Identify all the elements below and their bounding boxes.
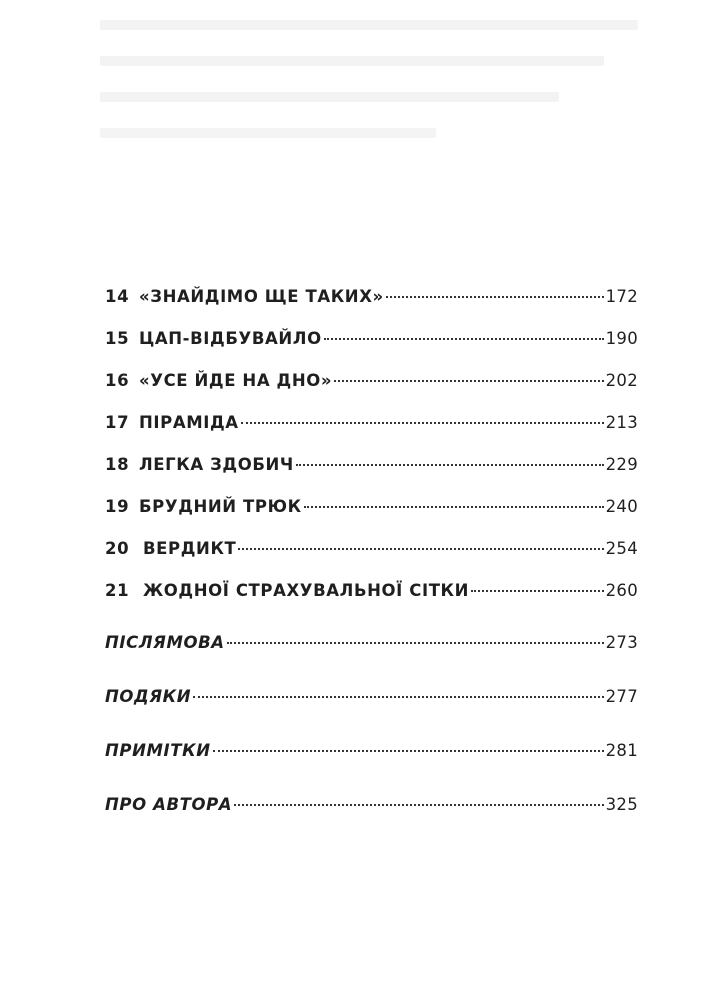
chapter-number: 20 (105, 539, 130, 558)
section-title: ПРИМІТКИ (105, 741, 211, 760)
chapter-number: 21 (105, 581, 130, 600)
chapter-title: БРУДНИЙ ТРЮК (139, 497, 302, 516)
chapter-title: ПІРАМІДА (139, 413, 239, 432)
toc-entry-19[interactable] (105, 494, 638, 520)
toc-entry-about-author[interactable] (105, 792, 638, 818)
dot-leader (334, 380, 603, 382)
dot-leader (234, 804, 603, 806)
chapter-title: ЦАП-ВІДБУВАЙЛО (139, 329, 322, 348)
toc-entry-notes[interactable] (105, 738, 638, 764)
show-through-texture (100, 20, 660, 160)
chapter-number: 14 (105, 287, 130, 306)
toc-entry-14[interactable] (105, 284, 638, 310)
chapter-title: ЖОДНОЇ СТРАХУВАЛЬНОЇ СІТКИ (143, 581, 470, 600)
chapter-number: 17 (105, 413, 130, 432)
page-number: 240 (605, 497, 638, 516)
dot-leader (238, 548, 603, 550)
chapter-number: 18 (105, 455, 130, 474)
chapter-number: 19 (105, 497, 130, 516)
toc-entry-afterword[interactable] (105, 630, 638, 656)
toc-entry-21[interactable] (105, 578, 638, 604)
dot-leader (304, 506, 604, 508)
dot-leader (386, 296, 604, 298)
section-title: ПРО АВТОРА (105, 795, 233, 814)
toc-entry-18[interactable] (105, 452, 638, 478)
toc-entry-15[interactable] (105, 326, 638, 352)
page-number: 325 (605, 795, 638, 814)
chapter-title: ВЕРДИКТ (143, 539, 237, 558)
toc-entry-16[interactable] (105, 368, 638, 394)
page-number: 281 (605, 741, 638, 760)
chapter-title: ЛЕГКА ЗДОБИЧ (139, 455, 294, 474)
chapter-title: «ЗНАЙДІМО ЩЕ ТАКИХ» (139, 287, 384, 306)
page-number: 254 (605, 539, 638, 558)
dot-leader (193, 696, 603, 698)
page-number: 190 (605, 329, 638, 348)
dot-leader (241, 422, 604, 424)
page-number: 213 (605, 413, 638, 432)
toc-entry-20[interactable] (105, 536, 638, 562)
section-title: ПОДЯКИ (105, 687, 192, 706)
dot-leader (324, 338, 604, 340)
dot-leader (471, 590, 604, 592)
page-number: 260 (605, 581, 638, 600)
dot-leader (213, 750, 604, 752)
page-number: 229 (605, 455, 638, 474)
chapter-title: «УСЕ ЙДЕ НА ДНО» (139, 371, 333, 390)
page-number: 273 (605, 633, 638, 652)
page-number: 277 (605, 687, 638, 706)
page-number: 202 (605, 371, 638, 390)
dot-leader (227, 642, 604, 644)
section-title: ПІСЛЯМОВА (105, 633, 225, 652)
dot-leader (296, 464, 604, 466)
page-number: 172 (605, 287, 638, 306)
toc-entry-17[interactable] (105, 410, 638, 436)
chapter-number: 16 (105, 371, 130, 390)
chapter-number: 15 (105, 329, 130, 348)
toc-entry-acknowledgements[interactable] (105, 684, 638, 710)
